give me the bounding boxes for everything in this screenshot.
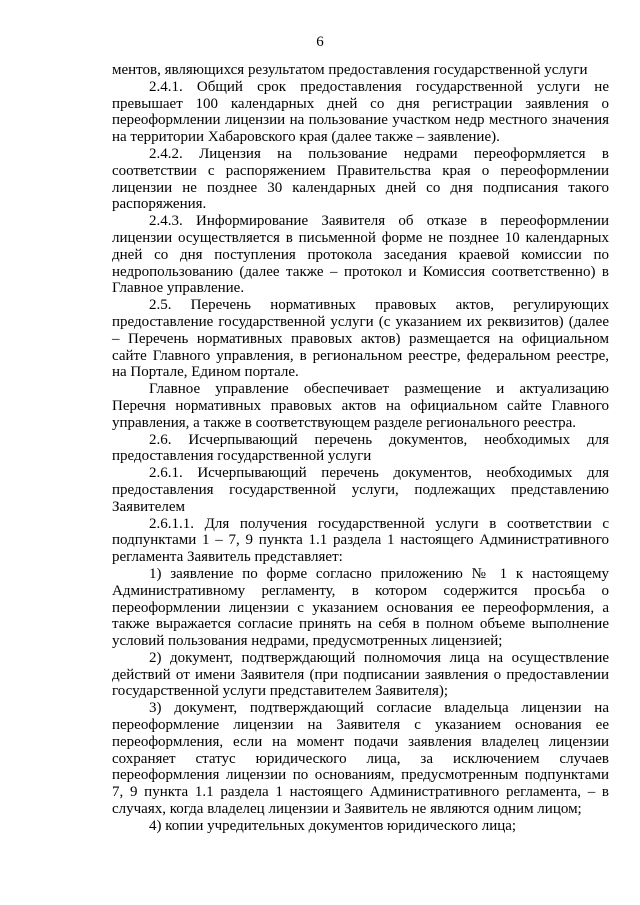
paragraph-2-6-1-heading: 2.6.1. Исчерпывающий перечень документов, необходимых для предоставления государственной услуги, подлежащих представлению Заявителем	[112, 465, 609, 515]
paragraph-2-4-3: 2.4.3. Информирование Заявителя об отказе в переоформлении лицензии осуществляется в письменной форме не позднее 10 календарных дней со дня поступления протокола заседания краевой комиссии по недропользованию (далее также – протокол и Комиссия соответственно) в Главное управление.	[112, 213, 609, 297]
list-item-1: 1) заявление по форме согласно приложению № 1 к настоящему Административному регламенту, в котором содержится просьба о переоформлении лицензии с указанием основания ее переоформления, а также выражается согласие принять на себя в полном объеме выполнение условий пользования недрами, предусмотренных лицензией;	[112, 565, 609, 650]
paragraph-continuation: ментов, являющихся результатом предоставления государственной услуги	[112, 62, 588, 78]
list-item-4: 4) копии учредительных документов юридического лица;	[149, 817, 517, 834]
paragraph-2-4-2: 2.4.2. Лицензия на пользование недрами переоформляется в соответствии с распоряжением Правительства края о переоформлении лицензии не позднее 30 календарных дней со дня подписания такого распоряжения.	[112, 145, 609, 213]
paragraph-2-6-heading: 2.6. Исчерпывающий перечень документов, необходимых для предоставления государственной услуги	[112, 431, 609, 465]
paragraph-2-4-1: 2.4.1. Общий срок предоставления государственной услуги не превышает 100 календарных дней со дня регистрации заявления о переоформлении лицензии на пользование участком недр местного значения на территории Хабаровского края (далее также – заявление).	[112, 78, 609, 146]
document-body	[112, 62, 609, 835]
paragraph-2-5: 2.5. Перечень нормативных правовых актов, регулирующих предоставление государственной услуги (с указанием их реквизитов) (далее – Перечень нормативных правовых актов) размещается на официальном сайте Главного управления, в региональном реестре, федеральном реестре, на Портале, Едином портале.	[112, 297, 609, 381]
page-number: 6	[316, 34, 324, 50]
list-item-2: 2) документ, подтверждающий полномочия лица на осуществление действий от имени Заявителя (при подписании заявления о предоставлении государственной услуги представителем Заявителя);	[112, 649, 609, 700]
list-item-3: 3) документ, подтверждающий согласие владельца лицензии на переоформление лицензии на Заявителя с указанием основания ее переоформления, если на момент подачи заявления владелец лицензии сохраняет статус юридического лица, за исключением случаев переоформления лицензии по основаниям, предусмотренным подпунктами 7, 9 пункта 1.1 раздела 1 настоящего Административного регламента, – в случаях, когда владелец лицензии и Заявитель не являются одним лицом;	[112, 700, 609, 818]
paragraph-2-6-1-1: 2.6.1.1. Для получения государственной услуги в соответствии с подпунктами 1 – 7, 9 пункта 1.1 раздела 1 настоящего Административного регламента Заявитель представляет:	[112, 515, 609, 566]
paragraph-2-5-continued: Главное управление обеспечивает размещение и актуализацию Перечня нормативных правовых актов на официальном сайте Главного управления, а также в соответствующем разделе регионального реестра.	[112, 381, 609, 431]
